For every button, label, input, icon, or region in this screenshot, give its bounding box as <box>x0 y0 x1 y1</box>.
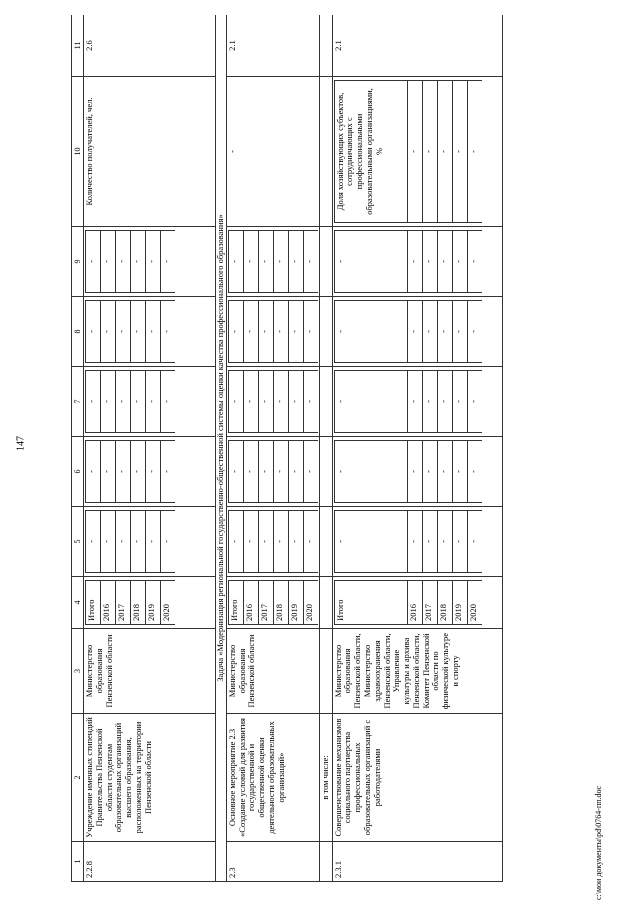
empty-cell <box>319 297 332 367</box>
value: - <box>131 371 146 433</box>
value: - <box>303 511 318 573</box>
value: - <box>437 441 452 503</box>
value: - <box>116 231 131 293</box>
year-label: 2017 <box>422 581 437 625</box>
value: - <box>228 371 243 433</box>
value: - <box>273 371 288 433</box>
col8-values <box>84 297 216 367</box>
value: - <box>422 511 437 573</box>
value: - <box>131 511 146 573</box>
including-label: в том числе: <box>319 714 332 842</box>
value: - <box>303 371 318 433</box>
col-num-8: 8 <box>72 297 84 367</box>
value: - <box>407 301 422 363</box>
value: - <box>452 231 467 293</box>
empty-cell <box>319 15 332 77</box>
indicator-cell <box>332 77 502 227</box>
value: - <box>86 511 101 573</box>
col6-values <box>84 437 216 507</box>
value: - <box>303 231 318 293</box>
value: - <box>86 301 101 363</box>
value: - <box>288 511 303 573</box>
value: - <box>86 371 101 433</box>
value: - <box>101 511 116 573</box>
measure-name: Учреждение именных стипендий Правительства Пензенской области студентам образовательных организаций высшего образования, расположенных на территории Пензенской области <box>84 714 216 842</box>
value: - <box>228 441 243 503</box>
empty-cell <box>319 227 332 297</box>
value: - <box>334 371 407 433</box>
value: - <box>161 441 176 503</box>
value: - <box>407 81 422 223</box>
value: - <box>116 511 131 573</box>
year-label: 2016 <box>101 581 116 625</box>
row-number: 2.3 <box>226 842 319 882</box>
value: - <box>437 231 452 293</box>
value: - <box>288 301 303 363</box>
year-label: 2018 <box>273 581 288 625</box>
year-label: 2020 <box>303 581 318 625</box>
value: - <box>258 371 273 433</box>
executor: Министерство образования Пензенской области, Министерство здравоохранения Пензенской области, Управление культуры и архива Пензенской области, Комитет Пензенской области по физической культуре и спорту <box>332 629 502 714</box>
years-cell <box>84 577 216 629</box>
indicator-ref: 2.1 <box>226 15 319 77</box>
value: - <box>228 301 243 363</box>
empty-cell <box>319 437 332 507</box>
value: - <box>86 441 101 503</box>
col-num-9: 9 <box>72 227 84 297</box>
table-row-2-3 <box>226 15 319 882</box>
table-stage <box>71 15 585 882</box>
year-label: 2016 <box>407 581 422 625</box>
col-num-4: 4 <box>72 577 84 629</box>
value: - <box>101 441 116 503</box>
col6-values <box>332 437 502 507</box>
indicator-name: Количество получателей, чел. <box>84 77 216 227</box>
measure-name: Основное мероприятие 2.3 «Создание условий для развития государственной и общественной оценки деятельности образовательных организаций» <box>226 714 319 842</box>
years-cell <box>332 577 502 629</box>
year-label: 2020 <box>161 581 176 625</box>
year-label: 2017 <box>258 581 273 625</box>
value: - <box>243 371 258 433</box>
empty-cell <box>319 367 332 437</box>
value: - <box>452 441 467 503</box>
value: - <box>161 231 176 293</box>
col9-values <box>332 227 502 297</box>
value: - <box>437 511 452 573</box>
value: - <box>467 371 482 433</box>
value: - <box>273 231 288 293</box>
col9-values <box>226 227 319 297</box>
value: - <box>131 231 146 293</box>
empty-cell <box>319 629 332 714</box>
indicator-name: - <box>226 77 319 227</box>
col-num-6: 6 <box>72 437 84 507</box>
empty-cell <box>319 507 332 577</box>
value: - <box>243 511 258 573</box>
value: - <box>422 301 437 363</box>
value: - <box>228 511 243 573</box>
year-label: 2016 <box>243 581 258 625</box>
value: - <box>334 441 407 503</box>
year-label: 2019 <box>452 581 467 625</box>
value: - <box>86 231 101 293</box>
indicator-ref: 2.6 <box>84 15 216 77</box>
indicator-name: Доля хозяйствующих субъектов, сотрудничающих с профессиональными образовательными организациями, % <box>334 81 407 223</box>
value: - <box>101 371 116 433</box>
row-number: 2.2.8 <box>84 842 216 882</box>
measure-name: Совершенствование механизмов социального партнерства профессиональных образовательных организаций с работодателями <box>332 714 502 842</box>
col9-values <box>84 227 216 297</box>
value: - <box>422 231 437 293</box>
empty-cell <box>319 577 332 629</box>
year-label: 2017 <box>116 581 131 625</box>
measures-table <box>71 15 503 882</box>
value: - <box>146 441 161 503</box>
value: - <box>146 301 161 363</box>
value: - <box>467 511 482 573</box>
value: - <box>161 511 176 573</box>
year-label: 2019 <box>288 581 303 625</box>
value: - <box>243 441 258 503</box>
empty-cell <box>319 77 332 227</box>
rotated-page <box>71 15 585 882</box>
value: - <box>101 301 116 363</box>
empty-cell <box>319 842 332 882</box>
col7-values <box>84 367 216 437</box>
year-label: 2020 <box>467 581 482 625</box>
value: - <box>116 371 131 433</box>
value: - <box>116 441 131 503</box>
value: - <box>146 511 161 573</box>
value: - <box>467 301 482 363</box>
value: - <box>437 81 452 223</box>
value: - <box>258 441 273 503</box>
value: - <box>407 231 422 293</box>
value: - <box>116 301 131 363</box>
value: - <box>146 371 161 433</box>
col-num-5: 5 <box>72 507 84 577</box>
value: - <box>161 301 176 363</box>
col7-values <box>226 367 319 437</box>
table-row-2-2-8 <box>84 15 216 882</box>
value: - <box>146 231 161 293</box>
row-number: 2.3.1 <box>332 842 502 882</box>
value: - <box>452 371 467 433</box>
executor: Министерство образования Пензенской области <box>226 629 319 714</box>
column-number-row <box>72 15 84 882</box>
col-num-1: 1 <box>72 842 84 882</box>
year-label: Итого <box>228 581 243 625</box>
value: - <box>243 231 258 293</box>
value: - <box>407 371 422 433</box>
value: - <box>228 231 243 293</box>
value: - <box>288 441 303 503</box>
value: - <box>452 301 467 363</box>
years-list <box>85 580 175 625</box>
value: - <box>288 371 303 433</box>
year-label: 2018 <box>437 581 452 625</box>
years-cell <box>226 577 319 629</box>
value: - <box>258 511 273 573</box>
value: - <box>273 301 288 363</box>
value: - <box>258 231 273 293</box>
value: - <box>273 511 288 573</box>
indicator-ref: 2.1 <box>332 15 502 77</box>
col5-values <box>332 507 502 577</box>
col8-values <box>332 297 502 367</box>
year-label: 2019 <box>146 581 161 625</box>
value: - <box>467 231 482 293</box>
value: - <box>437 301 452 363</box>
year-label: 2018 <box>131 581 146 625</box>
col8-values <box>226 297 319 367</box>
value: - <box>131 441 146 503</box>
value: - <box>288 231 303 293</box>
value: - <box>334 231 407 293</box>
year-label: Итого <box>334 581 407 625</box>
col-num-7: 7 <box>72 367 84 437</box>
value: - <box>161 371 176 433</box>
task-title: Задача «Модернизация региональной государственно-общественной системы оценки качества профессионального образования» <box>216 15 227 882</box>
value: - <box>334 301 407 363</box>
value: - <box>422 441 437 503</box>
value: - <box>243 301 258 363</box>
col-num-3: 3 <box>72 629 84 714</box>
col-num-2: 2 <box>72 714 84 842</box>
value: - <box>303 301 318 363</box>
table-row-2-3-1 <box>332 15 502 882</box>
year-label: Итого <box>86 581 101 625</box>
footer-file-path: c:\мои документы\pd\0764-пп.doc <box>594 785 603 900</box>
col5-values <box>226 507 319 577</box>
col6-values <box>226 437 319 507</box>
value: - <box>452 81 467 223</box>
value: - <box>407 441 422 503</box>
value: - <box>422 371 437 433</box>
value: - <box>101 231 116 293</box>
value: - <box>422 81 437 223</box>
col7-values <box>332 367 502 437</box>
value: - <box>437 371 452 433</box>
value: - <box>131 301 146 363</box>
value: - <box>467 81 482 223</box>
value: - <box>452 511 467 573</box>
col-num-11: 11 <box>72 15 84 77</box>
task-heading-row <box>216 15 227 882</box>
including-row <box>319 15 332 882</box>
page-number: 147 <box>15 436 27 451</box>
value: - <box>303 441 318 503</box>
value: - <box>273 441 288 503</box>
executor: Министерство образования Пензенской области <box>84 629 216 714</box>
value: - <box>334 511 407 573</box>
value: - <box>467 441 482 503</box>
col-num-10: 10 <box>72 77 84 227</box>
value: - <box>407 511 422 573</box>
col5-values <box>84 507 216 577</box>
value: - <box>258 301 273 363</box>
